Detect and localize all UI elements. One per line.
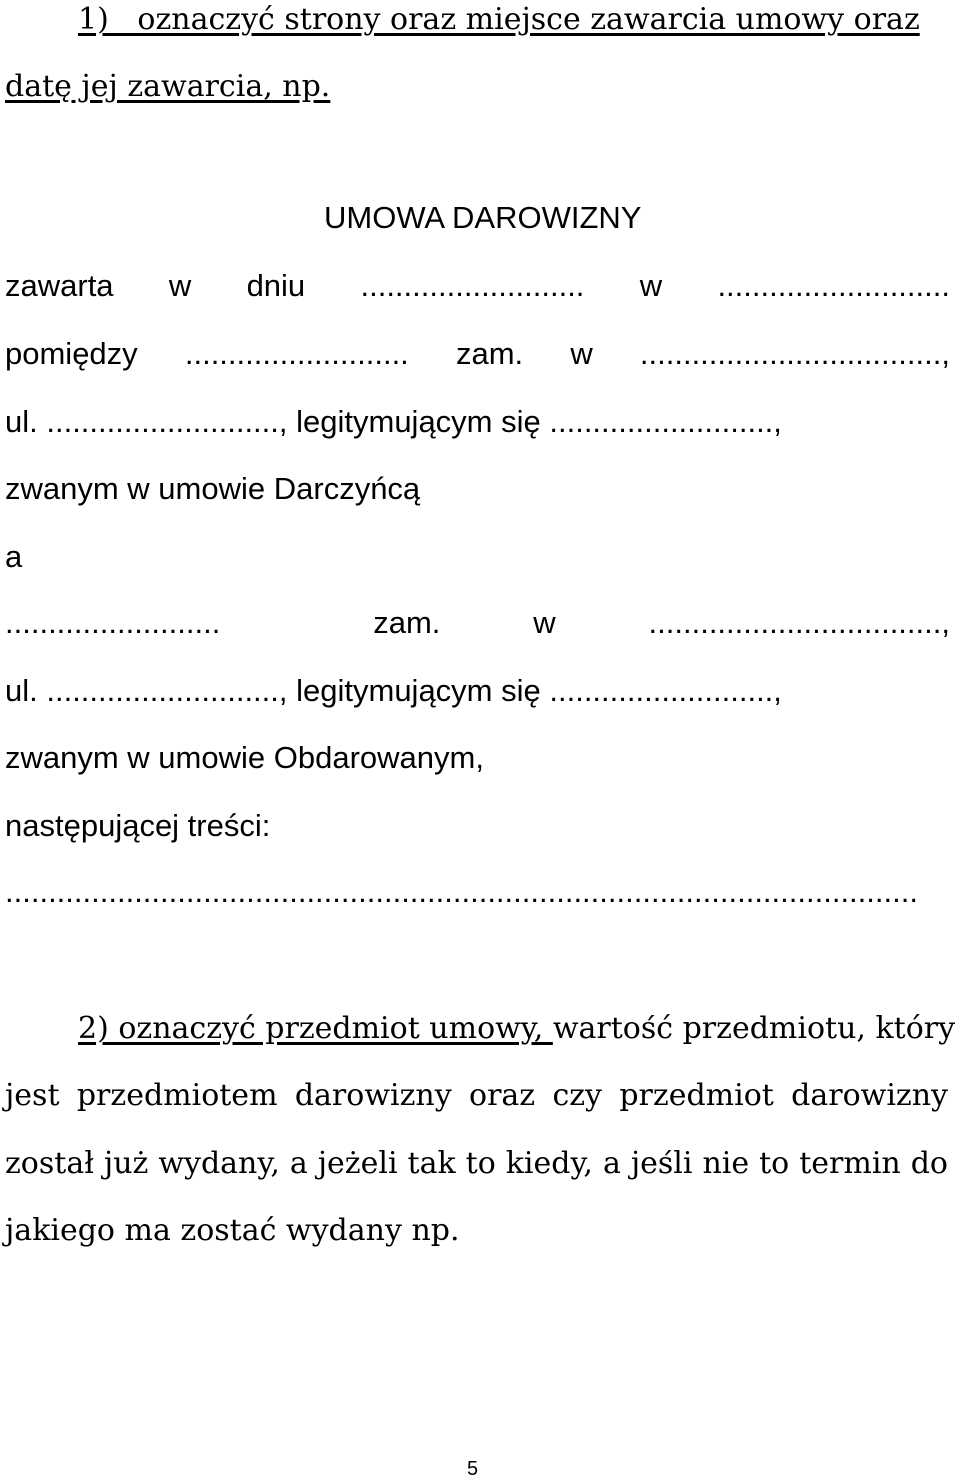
place-blank: ........................... [717, 268, 950, 303]
place-word-w: w [639, 268, 663, 303]
date-word-w: w [168, 268, 192, 303]
donor-line-3: zwanym w umowie Darczyńcą [5, 471, 421, 506]
section2-line-2: jest przedmiotem darowizny oraz czy przedmiot darowizny [5, 1078, 948, 1113]
date-blank: .......................... [360, 268, 585, 303]
section2-line-4: jakiego ma zostać wydany np. [5, 1213, 460, 1248]
section2-line-3: został już wydany, a jeżeli tak to kiedy, a jeśli nie to termin do [5, 1146, 948, 1181]
section2-heading: 2) oznaczyć przedmiot umowy, [78, 1011, 553, 1046]
donee-zam: zam. [373, 605, 441, 640]
donor-w: w [570, 336, 593, 371]
intro-line-1: 1) oznaczyć strony oraz miejsce zawarcia umowy oraz [78, 2, 920, 37]
section2-line-1 [78, 1009, 956, 1049]
donee-w: w [533, 605, 556, 640]
content-dots: .......................................................................................................... [5, 874, 918, 909]
conjunction: a [5, 539, 23, 574]
donee-line-2: ul. ..........................., legitymującym się .........................., [5, 673, 782, 708]
content-label: następującej treści: [5, 808, 271, 843]
donor-label: pomiędzy [5, 336, 138, 371]
date-word-zawarta: zawarta [5, 268, 114, 303]
donee-line-3: zwanym w umowie Obdarowanym, [5, 740, 484, 775]
donor-line-2: ul. ..........................., legitymującym się .........................., [5, 404, 782, 439]
donee-line-1 [5, 603, 950, 643]
donor-city-blank: ..................................., [639, 336, 950, 371]
donee-city-blank: .................................., [648, 605, 950, 640]
donor-name-blank: .......................... [184, 336, 409, 371]
contract-title: UMOWA DAROWIZNY [324, 200, 642, 235]
donor-zam: zam. [455, 336, 524, 371]
section2-line-1-rest: wartość przedmiotu, który [552, 1011, 956, 1046]
page-number: 5 [467, 1458, 479, 1480]
date-line [5, 266, 950, 306]
donor-line-1 [5, 334, 950, 374]
intro-line-2: datę jej zawarcia, np. [5, 69, 331, 104]
date-word-dniu: dniu [246, 268, 306, 303]
donee-name-blank: ......................... [5, 605, 221, 640]
